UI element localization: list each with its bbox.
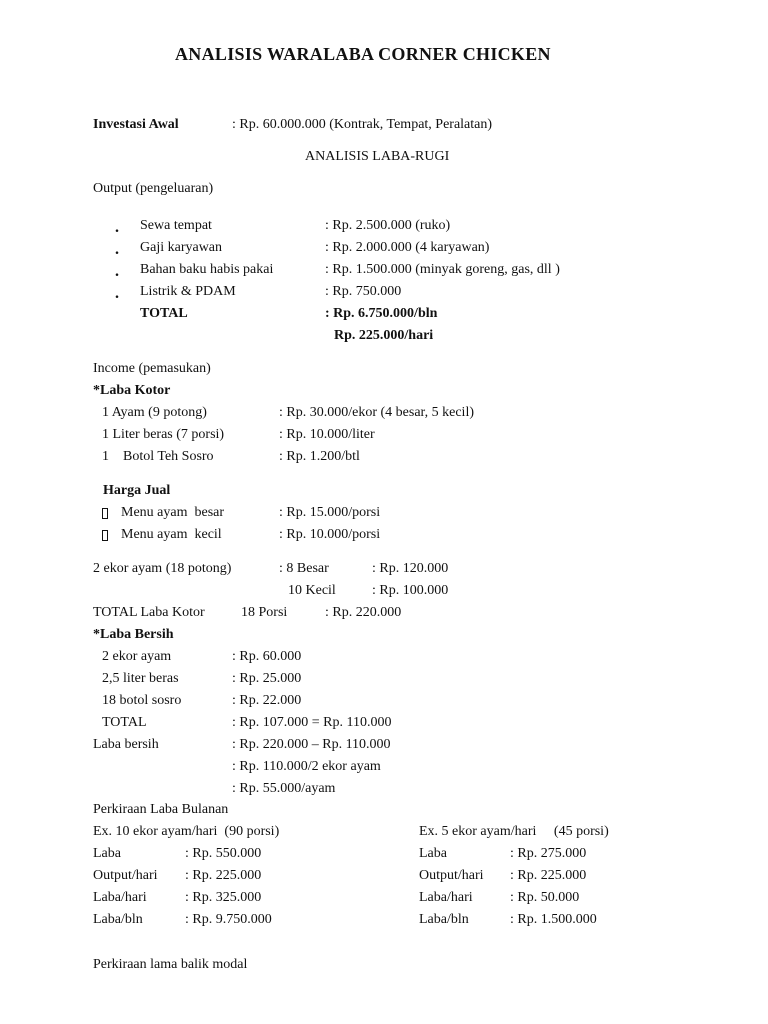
bersih-item-label: 18 botol sosro [102, 693, 182, 708]
page-title: ANALISIS WARALABA CORNER CHICKEN [175, 44, 551, 64]
bulanan-right-value: : Rp. 275.000 [510, 846, 587, 861]
bullet-dot-icon: . [115, 219, 119, 236]
bulanan-right-label: Output/hari [419, 868, 484, 883]
bulanan-left-value: : Rp. 550.000 [185, 846, 262, 861]
laba-kotor-heading: *Laba Kotor [93, 383, 171, 398]
bulanan-right-label: Laba/bln [419, 912, 469, 927]
bulanan-left-label: Laba [93, 846, 121, 861]
bersih-item-value: : Rp. 60.000 [232, 649, 302, 664]
investasi-value: : Rp. 60.000.000 (Kontrak, Tempat, Peralatan) [232, 117, 493, 132]
kotor-item-value: : Rp. 1.200/btl [279, 449, 360, 464]
investasi-label: Investasi Awal [93, 117, 179, 132]
bulanan-right-label: Laba/hari [419, 890, 473, 905]
bulanan-left-heading: Ex. 10 ekor ayam/hari (90 porsi) [93, 824, 280, 839]
output-total-value-daily: Rp. 225.000/hari [334, 328, 434, 343]
harga-jual-heading: Harga Jual [103, 483, 171, 498]
laba-bersih-label: Laba bersih [93, 737, 159, 752]
total-kotor-value: : Rp. 220.000 [325, 605, 402, 620]
bersih-item-value: : Rp. 25.000 [232, 671, 302, 686]
section-heading: ANALISIS LABA-RUGI [305, 149, 450, 164]
dua-ekor-label: 2 ekor ayam (18 potong) [93, 561, 232, 576]
kotor-item-label: 1 Liter beras (7 porsi) [102, 427, 225, 442]
output-item-label: Gaji karyawan [140, 240, 223, 255]
output-heading: Output (pengeluaran) [93, 181, 214, 196]
bulanan-heading: Perkiraan Laba Bulanan [93, 802, 229, 817]
laba-bersih-heading: *Laba Bersih [93, 627, 174, 642]
bulanan-right-value: : Rp. 1.500.000 [510, 912, 597, 927]
bulanan-right-value: : Rp. 50.000 [510, 890, 580, 905]
bulanan-right-label: Laba [419, 846, 447, 861]
bersih-item-label: 2 ekor ayam [102, 649, 172, 664]
laba-bersih-calc: : Rp. 110.000/2 ekor ayam [232, 759, 381, 774]
income-heading: Income (pemasukan) [93, 361, 211, 376]
bersih-item-label: TOTAL [102, 715, 147, 730]
bullet-dot-icon: . [115, 285, 119, 302]
dua-ekor-kecil-value: : Rp. 100.000 [372, 583, 449, 598]
kotor-item-value: : Rp. 30.000/ekor (4 besar, 5 kecil) [279, 405, 475, 420]
bulanan-right-heading: Ex. 5 ekor ayam/hari (45 porsi) [419, 824, 609, 839]
bersih-item-value: : Rp. 22.000 [232, 693, 302, 708]
bulanan-right-value: : Rp. 225.000 [510, 868, 587, 883]
output-item-value: : Rp. 1.500.000 (minyak goreng, gas, dll ) [325, 262, 560, 277]
kotor-item-label: 1 Ayam (9 potong) [102, 405, 207, 420]
bulanan-left-label: Output/hari [93, 868, 158, 883]
output-item-label: Sewa tempat [140, 218, 212, 233]
dua-ekor-besar: : 8 Besar [279, 561, 329, 576]
checkbox-square-icon [102, 530, 108, 541]
harga-item-label: Menu ayam besar [121, 505, 225, 520]
bulanan-left-value: : Rp. 225.000 [185, 868, 262, 883]
output-total-value: : Rp. 6.750.000/bln [325, 306, 438, 321]
laba-bersih-calc: : Rp. 220.000 – Rp. 110.000 [232, 737, 391, 752]
checkbox-square-icon [102, 508, 108, 519]
output-item-label: Listrik & PDAM [140, 284, 236, 299]
output-item-value: : Rp. 2.500.000 (ruko) [325, 218, 451, 233]
harga-item-value: : Rp. 15.000/porsi [279, 505, 381, 520]
output-item-value: : Rp. 2.000.000 (4 karyawan) [325, 240, 490, 255]
laba-bersih-calc: : Rp. 55.000/ayam [232, 781, 336, 796]
bulanan-left-value: : Rp. 9.750.000 [185, 912, 272, 927]
output-total-label: TOTAL [140, 306, 188, 321]
total-kotor-label: TOTAL Laba Kotor [93, 605, 205, 620]
kotor-item-label: 1 Botol Teh Sosro [102, 449, 214, 464]
balik-modal-heading: Perkiraan lama balik modal [93, 957, 248, 972]
harga-item-value: : Rp. 10.000/porsi [279, 527, 381, 542]
dua-ekor-besar-value: : Rp. 120.000 [372, 561, 449, 576]
output-item-value: : Rp. 750.000 [325, 284, 402, 299]
bulanan-left-value: : Rp. 325.000 [185, 890, 262, 905]
bullet-dot-icon: . [115, 241, 119, 258]
bersih-item-value: : Rp. 107.000 = Rp. 110.000 [232, 715, 392, 730]
total-kotor-porsi: 18 Porsi [241, 605, 288, 620]
bersih-item-label: 2,5 liter beras [102, 671, 179, 686]
dua-ekor-kecil: 10 Kecil [288, 583, 336, 598]
bulanan-left-label: Laba/bln [93, 912, 143, 927]
bullet-dot-icon: . [115, 263, 119, 280]
kotor-item-value: : Rp. 10.000/liter [279, 427, 375, 442]
bulanan-left-label: Laba/hari [93, 890, 147, 905]
harga-item-label: Menu ayam kecil [121, 527, 222, 542]
output-item-label: Bahan baku habis pakai [140, 262, 274, 277]
